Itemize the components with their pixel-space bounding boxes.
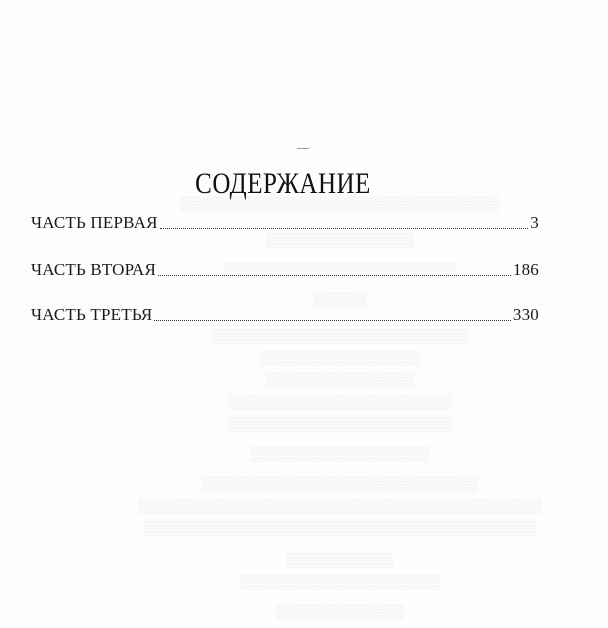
toc-entry-page: 330 bbox=[512, 305, 539, 324]
toc-entry-page: 3 bbox=[530, 213, 539, 232]
toc-entry-page: 186 bbox=[512, 260, 539, 279]
dot-leader bbox=[160, 228, 529, 229]
page-title: СОДЕРЖАНИЕ bbox=[195, 168, 371, 200]
bleed-through-texture: ▒▒▒▒▒▒▒▒▒▒▒▒▒▒▒▒▒▒▒▒▒▒▒▒▒▒▒▒▒▒ ▒▒▒▒▒▒▒▒▒▒▒▒▒▒ ▒▒▒▒▒▒▒▒▒▒▒▒▒▒▒▒▒▒▒▒▒▒ ▒▒▒▒▒ ▒▒▒▒▒▒▒▒▒▒▒▒▒▒▒▒▒▒▒▒▒▒▒▒ ▒▒▒▒▒▒▒▒▒▒▒▒▒▒▒ ▒▒▒▒▒▒▒▒▒▒▒▒▒▒ ▒▒▒▒▒▒▒▒▒▒▒▒▒▒▒▒▒▒▒▒▒ ▒▒▒▒▒▒▒▒▒▒▒▒▒▒▒▒▒▒▒▒▒ ▒▒▒▒▒▒▒▒▒▒▒▒▒▒▒▒▒ ▒▒▒▒▒▒▒▒▒▒▒▒▒▒▒▒▒▒▒▒▒▒▒▒▒▒ ▒▒▒▒▒▒▒▒▒▒▒▒▒▒▒▒▒▒▒▒▒▒▒▒▒▒▒▒▒▒▒▒▒▒▒▒▒▒ ▒▒▒▒▒▒▒▒▒▒▒▒▒▒▒▒▒▒▒▒▒▒▒▒▒▒▒▒▒▒▒▒▒▒▒▒▒ ▒▒▒▒▒▒▒▒▒▒ ▒▒▒▒▒▒▒▒▒▒▒▒▒▒▒▒▒▒▒ ▒▒▒▒▒▒▒▒▒▒▒▒ bbox=[138, 196, 542, 620]
toc-entry[interactable] bbox=[31, 211, 539, 233]
toc-entry[interactable] bbox=[31, 303, 539, 325]
toc-entry-label: ЧАСТЬ ВТОРАЯ bbox=[31, 260, 157, 279]
ornament-dash bbox=[297, 148, 309, 149]
dot-leader bbox=[158, 275, 511, 276]
toc-entry-label: ЧАСТЬ ПЕРВАЯ bbox=[31, 213, 158, 232]
toc-entry[interactable] bbox=[31, 258, 539, 280]
dot-leader bbox=[154, 320, 510, 321]
toc-entry-label: ЧАСТЬ ТРЕТЬЯ bbox=[31, 305, 153, 324]
